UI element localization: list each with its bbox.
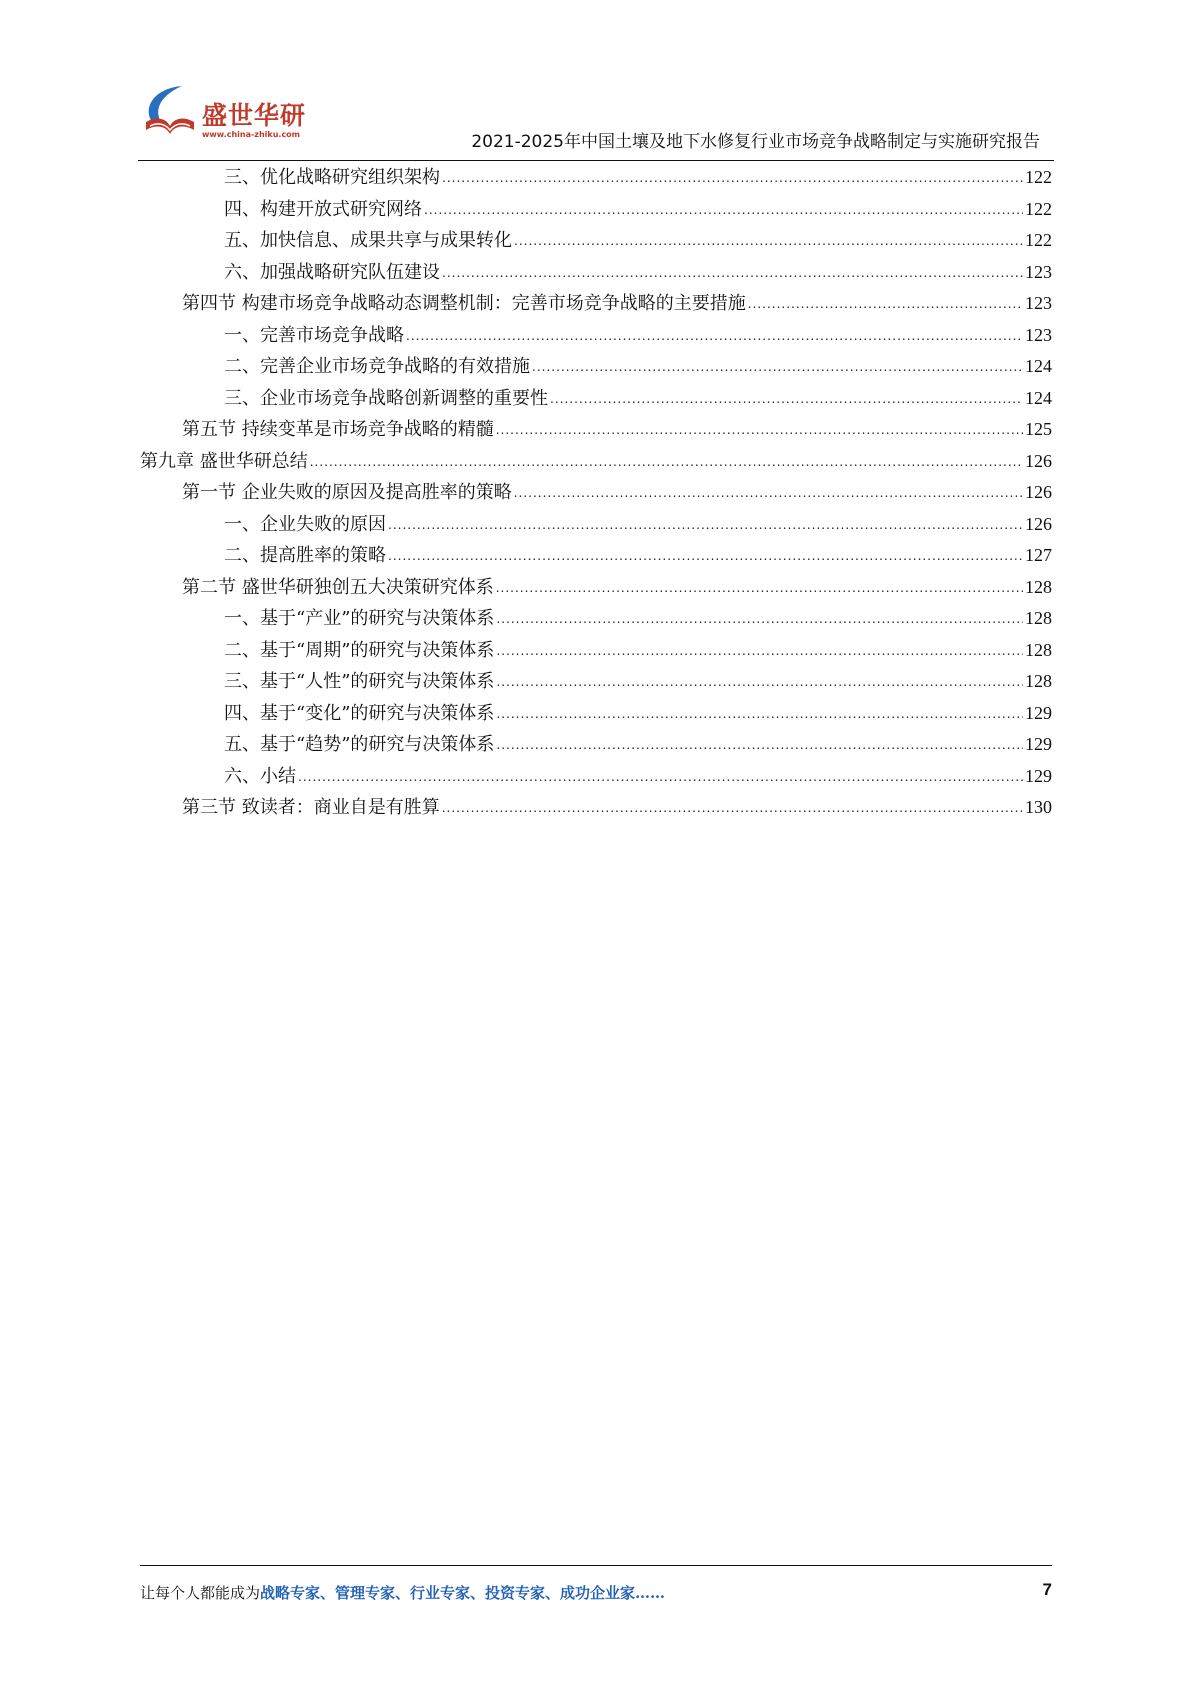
toc-entry-page: 128 [1025,639,1052,660]
toc-entry-page: 124 [1025,356,1052,376]
toc-entry-page: 130 [1025,797,1052,817]
toc-entry-title: 一、企业失败的原因 [224,513,386,535]
toc-entry-title: 二、提高胜率的策略 [224,545,386,566]
toc-entry-title: 三、企业市场竞争战略创新调整的重要性 [224,387,548,409]
toc-dot-leader [748,289,1023,321]
toc-entry-page: 124 [1025,387,1052,408]
table-of-contents [140,162,1052,824]
toc-entry-page: 122 [1025,198,1052,219]
toc-entry[interactable] [140,666,1052,698]
toc-dot-leader [496,699,1023,731]
toc-entry-page: 123 [1025,324,1052,345]
toc-entry-page: 129 [1025,765,1052,786]
toc-dot-leader [496,730,1023,762]
toc-entry-page: 127 [1025,545,1052,565]
footer-slogan [140,1582,665,1603]
toc-dot-leader [496,636,1023,668]
toc-entry-title: 第九章 盛世华研总结 [140,450,308,472]
toc-entry[interactable] [140,761,1052,793]
toc-entry-title: 第五节 持续变革是市场竞争战略的精髓 [182,419,494,440]
toc-entry-page: 126 [1025,450,1052,471]
toc-dot-leader [532,352,1023,384]
toc-dot-leader [424,195,1023,227]
toc-dot-leader [442,258,1023,290]
toc-entry-title: 第三节 致读者：商业自是有胜算 [182,797,440,818]
toc-entry-title: 一、基于“产业”的研究与决策体系 [224,608,495,629]
toc-dot-leader [496,415,1023,447]
header-divider [138,160,1054,161]
toc-dot-leader [388,541,1023,573]
toc-dot-leader [442,163,1023,195]
brand-logo [138,82,308,146]
toc-entry[interactable] [140,225,1052,257]
toc-entry-title: 五、基于“趋势”的研究与决策体系 [224,734,495,755]
toc-entry-page: 126 [1025,482,1052,502]
toc-dot-leader [298,762,1023,794]
page-number: 7 [1042,1580,1052,1599]
toc-entry-title: 四、构建开放式研究网络 [224,198,422,220]
toc-entry-page: 123 [1025,293,1052,313]
toc-dot-leader [310,447,1023,479]
toc-dot-leader [550,384,1023,416]
toc-entry-title: 二、完善企业市场竞争战略的有效措施 [224,356,530,377]
footer-slogan-highlight: 战略专家、管理专家、行业专家、投资专家、成功企业家…… [260,1584,666,1602]
toc-dot-leader [406,321,1023,353]
toc-entry-title: 六、加强战略研究队伍建设 [224,261,440,283]
toc-entry[interactable] [140,477,1052,509]
toc-dot-leader [442,793,1023,825]
toc-entry[interactable] [140,509,1052,541]
logo-name: 盛世华研 [202,101,307,130]
toc-entry-page: 122 [1025,230,1052,250]
toc-entry[interactable] [140,320,1052,352]
report-title: 2021-2025年中国土壤及地下水修复行业市场竞争战略制定与实施研究报告 [471,132,1040,152]
toc-entry[interactable] [140,288,1052,320]
toc-entry[interactable] [140,603,1052,635]
toc-entry[interactable] [140,194,1052,226]
toc-dot-leader [514,226,1023,258]
toc-entry-title: 六、小结 [224,765,296,787]
toc-entry[interactable] [140,351,1052,383]
toc-entry[interactable] [140,414,1052,446]
book-with-swoosh-icon [138,82,200,144]
page-header [138,82,1054,162]
toc-entry[interactable] [140,162,1052,194]
toc-entry[interactable] [140,729,1052,761]
toc-entry-page: 125 [1025,419,1052,439]
toc-dot-leader [496,573,1023,605]
toc-entry-title: 三、基于“人性”的研究与决策体系 [224,671,495,692]
toc-entry-title: 一、完善市场竞争战略 [224,324,404,346]
toc-dot-leader [496,604,1023,636]
footer-divider [140,1565,1052,1566]
toc-dot-leader [496,667,1023,699]
toc-entry-page: 128 [1025,576,1052,597]
toc-entry-page: 128 [1025,671,1052,691]
toc-entry[interactable] [140,383,1052,415]
logo-url: www.china-zhiku.com [202,130,301,139]
toc-entry-title: 三、优化战略研究组织架构 [224,167,440,188]
toc-entry[interactable] [140,446,1052,478]
toc-entry[interactable] [140,540,1052,572]
toc-dot-leader [514,478,1023,510]
toc-entry[interactable] [140,257,1052,289]
toc-entry[interactable] [140,572,1052,604]
toc-dot-leader [388,510,1023,542]
toc-entry-page: 122 [1025,167,1052,187]
toc-entry-page: 128 [1025,608,1052,628]
toc-entry-title: 四、基于“变化”的研究与决策体系 [224,702,495,724]
toc-entry-page: 129 [1025,734,1052,754]
toc-entry-page: 126 [1025,513,1052,534]
toc-entry-title: 第一节 企业失败的原因及提高胜率的策略 [182,482,512,503]
toc-entry[interactable] [140,635,1052,667]
toc-entry-title: 第二节 盛世华研独创五大决策研究体系 [182,576,494,598]
footer-slogan-lead: 让每个人都能成为 [140,1584,261,1602]
toc-entry[interactable] [140,792,1052,824]
toc-entry[interactable] [140,698,1052,730]
toc-entry-title: 第四节 构建市场竞争战略动态调整机制：完善市场竞争战略的主要措施 [182,293,746,314]
toc-entry-title: 五、加快信息、成果共享与成果转化 [224,230,512,251]
toc-entry-title: 二、基于“周期”的研究与决策体系 [224,639,495,661]
toc-entry-page: 123 [1025,261,1052,282]
toc-entry-page: 129 [1025,702,1052,723]
